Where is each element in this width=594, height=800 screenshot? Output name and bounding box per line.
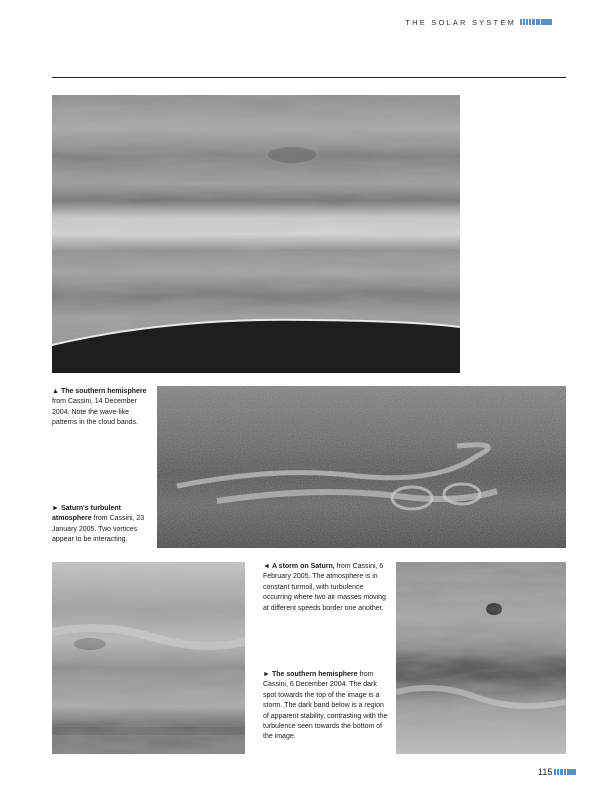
caption-title: A storm on Saturn, xyxy=(271,563,335,570)
photo-storm-on-saturn xyxy=(52,562,245,754)
caption-arrow-right: ► xyxy=(263,671,270,678)
photo-southern-hemisphere-dark-spot xyxy=(396,562,566,754)
folio-marker xyxy=(554,769,576,775)
caption-body: from Cassini, 6 February 2005. The atmosphere is in constant turmoil, with turbulence occurring where two air masses moving at different speeds border one another. xyxy=(263,563,386,612)
header-rule xyxy=(52,77,566,78)
caption-arrow-up: ▲ xyxy=(52,388,59,395)
caption-body: from Cassini, 6 December 2004. The dark spot towards the top of the image is a storm. The dark band below is a region of apparent stability, contrasting with the turbulence seen towards the bottom of the image. xyxy=(263,671,388,741)
caption-title: The southern hemisphere xyxy=(60,388,147,395)
caption-arrow-right: ► xyxy=(52,505,59,512)
caption-southern-hemisphere-2004-dec6 xyxy=(263,670,389,743)
photo-southern-hemisphere-wave-patterns xyxy=(52,95,460,373)
page-number: 115 xyxy=(538,767,553,777)
section-marker xyxy=(520,19,552,25)
caption-arrow-left: ◄ xyxy=(263,563,270,570)
running-head: THE SOLAR SYSTEM xyxy=(405,18,516,27)
caption-storm-on-saturn xyxy=(263,562,389,614)
caption-body: from Cassini, 14 December 2004. Note the wave-like patterns in the cloud bands. xyxy=(52,398,139,427)
caption-turbulent-atmosphere xyxy=(52,504,152,546)
caption-body: from Cassini, 23 January 2005. Two vortices appear to be interacting. xyxy=(52,515,145,544)
photo-turbulent-atmosphere xyxy=(157,386,566,548)
caption-title: The southern hemisphere xyxy=(271,671,358,678)
caption-title: Saturn's turbulent atmosphere xyxy=(52,505,121,523)
caption-southern-hemisphere-2004-dec14 xyxy=(52,387,152,429)
